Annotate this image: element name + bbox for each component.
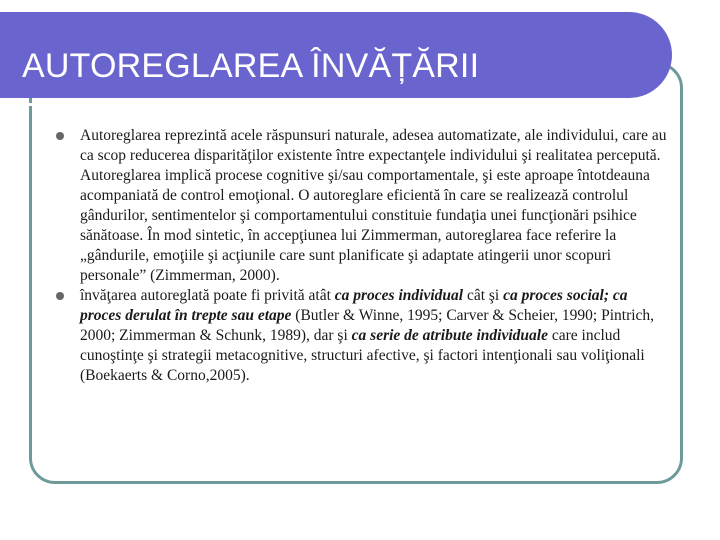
bullet-dot-icon: [56, 292, 64, 300]
bullet-2-part-1: învăţarea autoreglată poate fi privită atât: [80, 287, 335, 304]
bullet-2-part-2: cât şi: [463, 287, 504, 304]
bullet-2-part-4: care includ cunoştinţe şi strategii metacognitive, structuri afective, şi factori intenţionali sau voliţionali (Boekaerts & Corno,2005).: [80, 327, 645, 384]
bullet-item-2: [56, 286, 668, 386]
bullet-2-part-3: (Butler & Winne, 1995; Carver & Scheier, 1990; Pintrich, 2000; Zimmerman & Schunk, 1989), dar şi: [80, 307, 655, 344]
bullet-text-1: Autoreglarea reprezintă acele răspunsuri naturale, adesea automatizate, ale individului, care au ca scop reducerea disparităţilor existente între expectanţele individului şi realitatea percepută. Autoreglarea implică procese cognitive şi/sau comportamentale, şi este aproape întotdeauna acompaniată de control emoţional. O autoreglare eficientă în care se realizează controlul gândurilor, sentimentelor şi comportamentului constituie fundaţia unei funcţionări psihice sănătoase. În mod sintetic, în accepţiunea lui Zimmerman, autoreglarea face referire la „gândurile, emoţiile şi acţiunile care sunt planificate şi adaptate atingerii unor scopuri personale” (Zimmerman, 2000).: [80, 127, 667, 284]
bullet-item-1: [56, 126, 668, 286]
bullet-2-emphasis-1: ca proces individual: [334, 287, 464, 304]
bullet-2-emphasis-2: ca proces social; ca proces derulat în trepte sau etape: [80, 287, 628, 324]
title-underline: [22, 103, 638, 106]
bullet-dot-icon: [56, 132, 64, 140]
bullet-2-emphasis-3: ca serie de atribute individuale: [351, 327, 548, 344]
title-bar: [0, 12, 672, 98]
slide-title: AUTOREGLAREA ÎNVĂȚĂRII: [22, 47, 480, 85]
bullet-text-2: [80, 287, 654, 384]
bullet-list: [56, 126, 668, 386]
